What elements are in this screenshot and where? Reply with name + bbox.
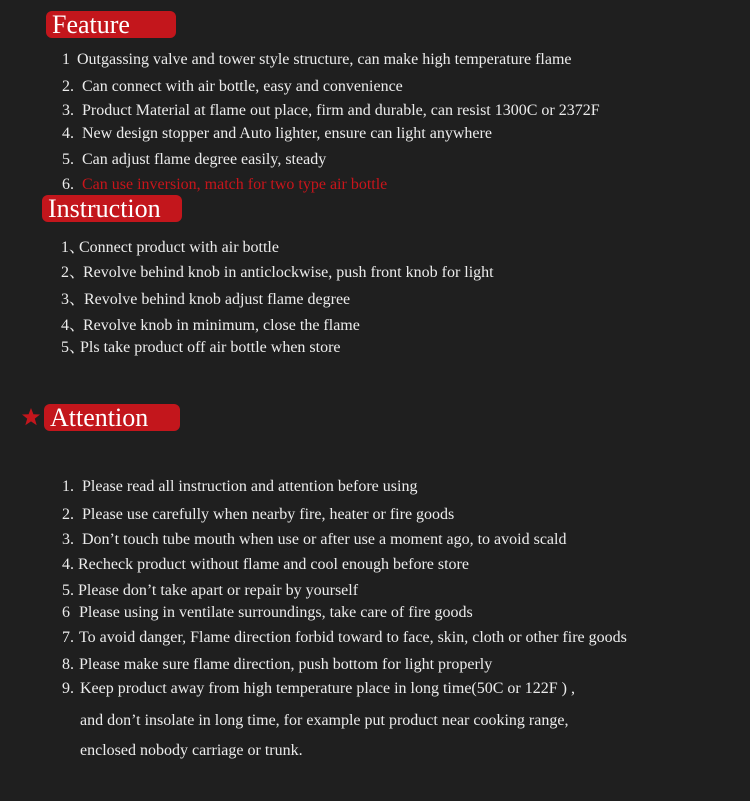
instruction-item-4: [61, 316, 360, 336]
item-number: 3、: [61, 291, 86, 308]
attention-heading: Attention: [44, 404, 180, 431]
attention-item-5: [62, 581, 358, 601]
item-number: 1、: [61, 239, 86, 256]
item-text: Please make sure flame direction, push bottom for light properly: [79, 656, 493, 673]
item-number: 4、: [61, 317, 86, 334]
item-number: 6.: [62, 176, 74, 193]
item-number: 3.: [62, 531, 74, 548]
instruction-item-3: [61, 290, 350, 310]
attention-item-3: [62, 530, 566, 550]
feature-item-1: [62, 50, 572, 70]
instruction-item-2: [61, 263, 494, 283]
item-text: Please read all instruction and attention before using: [82, 478, 418, 495]
item-text: Recheck product without flame and cool enough before store: [78, 556, 469, 573]
instruction-item-1: [61, 238, 279, 258]
item-text: Please use carefully when nearby fire, heater or fire goods: [82, 506, 455, 523]
attention-item-9-continuation-2: [80, 741, 303, 761]
item-text: Please don’t take apart or repair by yourself: [78, 582, 359, 599]
item-text: Connect product with air bottle: [79, 239, 279, 256]
instruction-item-5: [61, 338, 341, 358]
attention-item-9-continuation-1: [80, 711, 568, 731]
item-number: 4.: [62, 125, 74, 142]
attention-item-9: [62, 679, 575, 699]
attention-item-2: [62, 505, 454, 525]
item-text: and don’t insolate in long time, for example put product near cooking range,: [80, 712, 569, 729]
attention-item-7: [62, 628, 627, 648]
item-number: 5.: [62, 582, 74, 599]
feature-heading: Feature: [46, 11, 176, 38]
item-number: 9.: [62, 680, 74, 697]
item-number: 6: [62, 604, 70, 621]
item-text: Can use inversion, match for two type air bottle: [82, 176, 388, 193]
attention-item-8: [62, 655, 492, 675]
item-number: 7.: [62, 629, 74, 646]
item-number: 8.: [62, 656, 74, 673]
item-text: Revolve behind knob in anticlockwise, push front knob for light: [83, 264, 494, 281]
feature-item-5: [62, 150, 326, 170]
item-number: 5、: [61, 339, 86, 356]
item-text: Can adjust flame degree easily, steady: [82, 151, 327, 168]
item-text: To avoid danger, Flame direction forbid toward to face, skin, cloth or other fire goods: [79, 629, 627, 646]
item-number: 2.: [62, 78, 74, 95]
item-text: Keep product away from high temperature place in long time(50C or 122F ) ,: [80, 680, 575, 697]
item-number: 1.: [62, 478, 74, 495]
item-number: 2、: [61, 264, 86, 281]
item-text: Product Material at flame out place, firm and durable, can resist 1300C or 2372F: [82, 102, 600, 119]
item-text: New design stopper and Auto lighter, ensure can light anywhere: [82, 125, 492, 142]
item-text: Please using in ventilate surroundings, take care of fire goods: [79, 604, 473, 621]
item-text: Revolve behind knob adjust flame degree: [84, 291, 351, 308]
attention-item-1: [62, 477, 417, 497]
feature-item-4: [62, 124, 492, 144]
feature-item-3: [62, 101, 600, 121]
item-number: 4.: [62, 556, 74, 573]
item-text: Don’t touch tube mouth when use or after use a moment ago, to avoid scald: [82, 531, 567, 548]
feature-item-6: [62, 175, 387, 195]
item-text: Pls take product off air bottle when store: [80, 339, 341, 356]
item-text: Can connect with air bottle, easy and convenience: [82, 78, 403, 95]
item-number: 3.: [62, 102, 74, 119]
item-text: Revolve knob in minimum, close the flame: [83, 317, 360, 334]
item-number: 2.: [62, 506, 74, 523]
item-number: 5.: [62, 151, 74, 168]
item-text: Outgassing valve and tower style structure, can make high temperature flame: [77, 51, 572, 68]
attention-item-6: [62, 603, 473, 623]
item-number: 1: [62, 51, 70, 68]
instruction-heading: Instruction: [42, 195, 182, 222]
item-text: enclosed nobody carriage or trunk.: [80, 742, 303, 759]
feature-item-2: [62, 77, 403, 97]
attention-item-4: [62, 555, 469, 575]
